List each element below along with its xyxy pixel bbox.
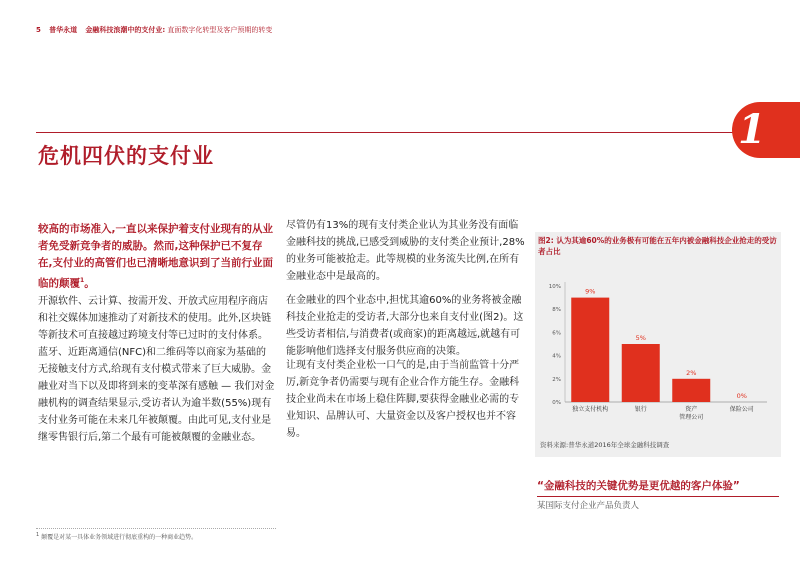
body-paragraph-4: 让现有支付类企业松一口气的是,由于当前监管十分严厉,新竞争者仍需要与现有企业合作方能生存。金融科技企业尚未在市场上稳住阵脚,要获得金融业必需的专业知识、品牌认可、大量资金以及客户授权也并不容易。 [286, 360, 520, 439]
category-label: 管理公司 [679, 414, 704, 421]
lead-footnote-mark: 1 [80, 277, 85, 284]
lead-end: 。 [84, 277, 95, 290]
category-label: 独立支付机构 [572, 406, 609, 413]
category-label: 资产 [685, 406, 698, 413]
footnote [36, 532, 197, 541]
y-tick-label: 4% [552, 353, 561, 360]
bar-value-label: 5% [635, 334, 646, 342]
page-number: 5 [36, 26, 41, 34]
report-title: 金融科技浪潮中的支付业: [85, 26, 166, 34]
chapter-number: 1 [738, 106, 766, 153]
footnote-rule [36, 528, 276, 529]
category-label: 银行 [634, 406, 647, 413]
bar-value-label: 9% [585, 287, 596, 296]
chapter-number-badge [732, 102, 800, 158]
bar-value-label: 0% [736, 392, 747, 400]
bar [622, 344, 660, 402]
body-paragraph-1: 开源软件、云计算、按需开发、开放式应用程序商店和社交媒体加速推动了对新技术的使用。此外,区块链等新技术可直接越过跨境支付等已过时的支付体系。蓝牙、近距离通信(NFC)和二维码等以商家为基础的无接触支付方式,给现有支付模式带来了巨大威胁。金融业对当下以及即将到来的变革深有感触 — 我们对金融机构的调查结果显示,受访者认为逾半数(55%)现有支付业务可能在未来几年被颠覆。由此可见,支付业是继零售银行后,第二个最有可能被颠覆的金融业态。 [38, 296, 275, 443]
lead-text: 较高的市场准入,一直以来保护着支付业现有的从业者免受新竞争者的威胁。然而,这种保护已不复存在,支付业的高管们也已清晰地意识到了当前行业面临的颠覆 [38, 223, 273, 290]
footnote-text: 颠覆是对某一具体业务领域进行彻底重构的一种商业趋势。 [41, 534, 198, 541]
y-tick-label: 8% [552, 307, 561, 314]
quote-rule [537, 496, 779, 497]
chapter-title: 危机四伏的支付业 [38, 143, 214, 168]
figure-source: 资料来源:普华永道2016年全球金融科技调查 [540, 441, 670, 449]
category-label: 保险公司 [729, 406, 754, 413]
body-paragraph-2: 尽管仍有13%的现有支付类企业认为其业务没有面临金融科技的挑战,已感受到威胁的支付类企业预计,28%的业务可能被抢走。此等规模的业务流失比例,在所有金融业态中是最高的。 [286, 220, 525, 282]
body-paragraph-3: 在金融业的四个业态中,担忧其逾60%的业务将被金融科技企业抢走的受访者,大部分也来自支付业(图2)。这些受访者相信,与消费者(或商家)的距离越远,就越有可能影响他们选择支付服务供应商的决策。 [286, 295, 524, 357]
y-tick-label: 10% [548, 284, 561, 290]
quote-attribution: 某国际支付企业产品负责人 [537, 501, 640, 511]
y-tick-label: 6% [552, 330, 561, 337]
bar-chart [535, 262, 781, 438]
header-rule [36, 132, 736, 133]
lead-paragraph [38, 221, 276, 293]
y-tick-label: 2% [552, 376, 561, 383]
bar [571, 298, 609, 402]
pull-quote: “金融科技的关键优势是更优越的客户体验” [537, 480, 740, 492]
footnote-mark: 1 [36, 532, 40, 538]
figure-title: 图2: 认为其逾60%的业务极有可能在五年内被金融科技企业抢走的受访者占比 [538, 236, 777, 256]
running-header [36, 25, 272, 35]
report-subtitle: 直面数字化转型及客户预期的转变 [167, 26, 273, 34]
bar [672, 379, 710, 402]
y-tick-label: 0% [552, 400, 561, 406]
brand-name: 普华永道 [49, 26, 78, 34]
bar-value-label: 2% [686, 368, 697, 377]
